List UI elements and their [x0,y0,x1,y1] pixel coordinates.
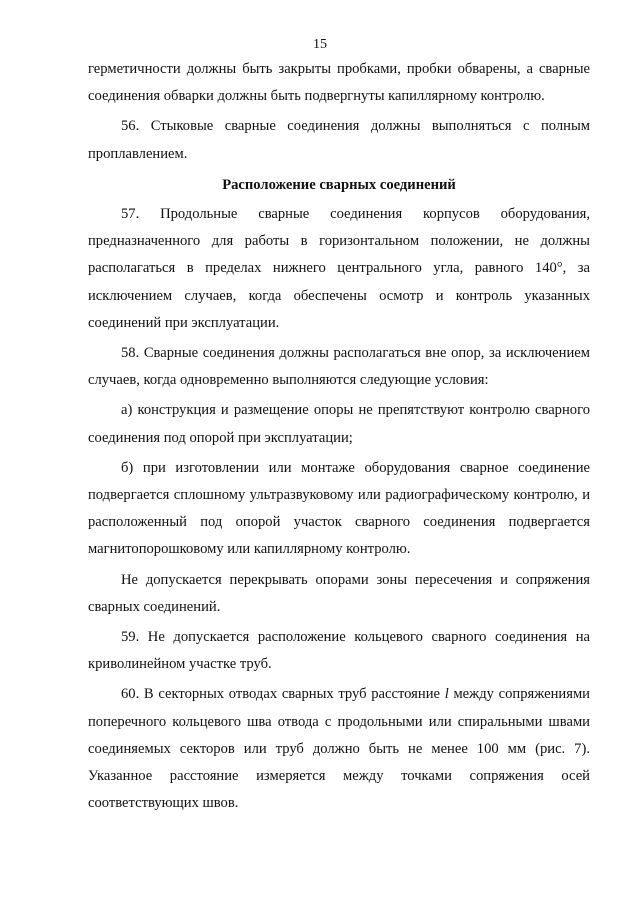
paragraph-continuation: герметичности должны быть закрыты пробками, пробки обварены, а сварные соединения обварки должны быть подвергнуты капиллярному контролю. [88,61,590,105]
distance-variable: l [444,686,449,703]
paragraph-58: 58. Сварные соединения должны располагаться вне опор, за исключением случаев, когда одновременно выполняются следующие условия: [88,345,590,389]
paragraph-56: 56. Стыковые сварные соединения должны выполняться с полным проплавлением. [88,118,590,162]
paragraph-57: 57. Продольные сварные соединения корпусов оборудования, предназначенного для работы в горизонтальном положении, не должны располагаться в пределах нижнего центрального угла, равного 140°, за исключением случаев, когда обеспечены осмотр и контроль указанных соединений при эксплуатации. [88,206,590,331]
paragraph-60-end: между сопряжениями поперечного кольцевого шва отвода с продольными или спиральными швами соединяемых секторов или труб должно быть не менее 100 мм (рис. 7). Указанное расстояние измеряется между точками сопряжения осей соответствующих швов. [88,686,590,812]
paragraph-58-b: б) при изготовлении или монтаже оборудования сварное соединение подвергается сплошному ультразвуковому или радиографическому контролю, и расположенный под опорой участок сварного соединения подвергается магнитопорошковому или капиллярному контролю. [88,459,590,558]
paragraph-58-a: а) конструкция и размещение опоры не препятствуют контролю сварного соединения под опорой при эксплуатации; [88,402,590,446]
paragraph-60 [88,681,590,817]
page-number: 15 [313,37,327,52]
section-heading: Расположение сварных соединений [222,176,456,193]
paragraph-60-start: 60. В секторных отводах сварных труб расстояние [121,686,445,703]
body-text [88,56,590,817]
paragraph-59: 59. Не допускается расположение кольцевого сварного соединения на криволинейном участке труб. [88,629,590,673]
paragraph-58-note: Не допускается перекрывать опорами зоны пересечения и сопряжения сварных соединений. [88,571,590,615]
